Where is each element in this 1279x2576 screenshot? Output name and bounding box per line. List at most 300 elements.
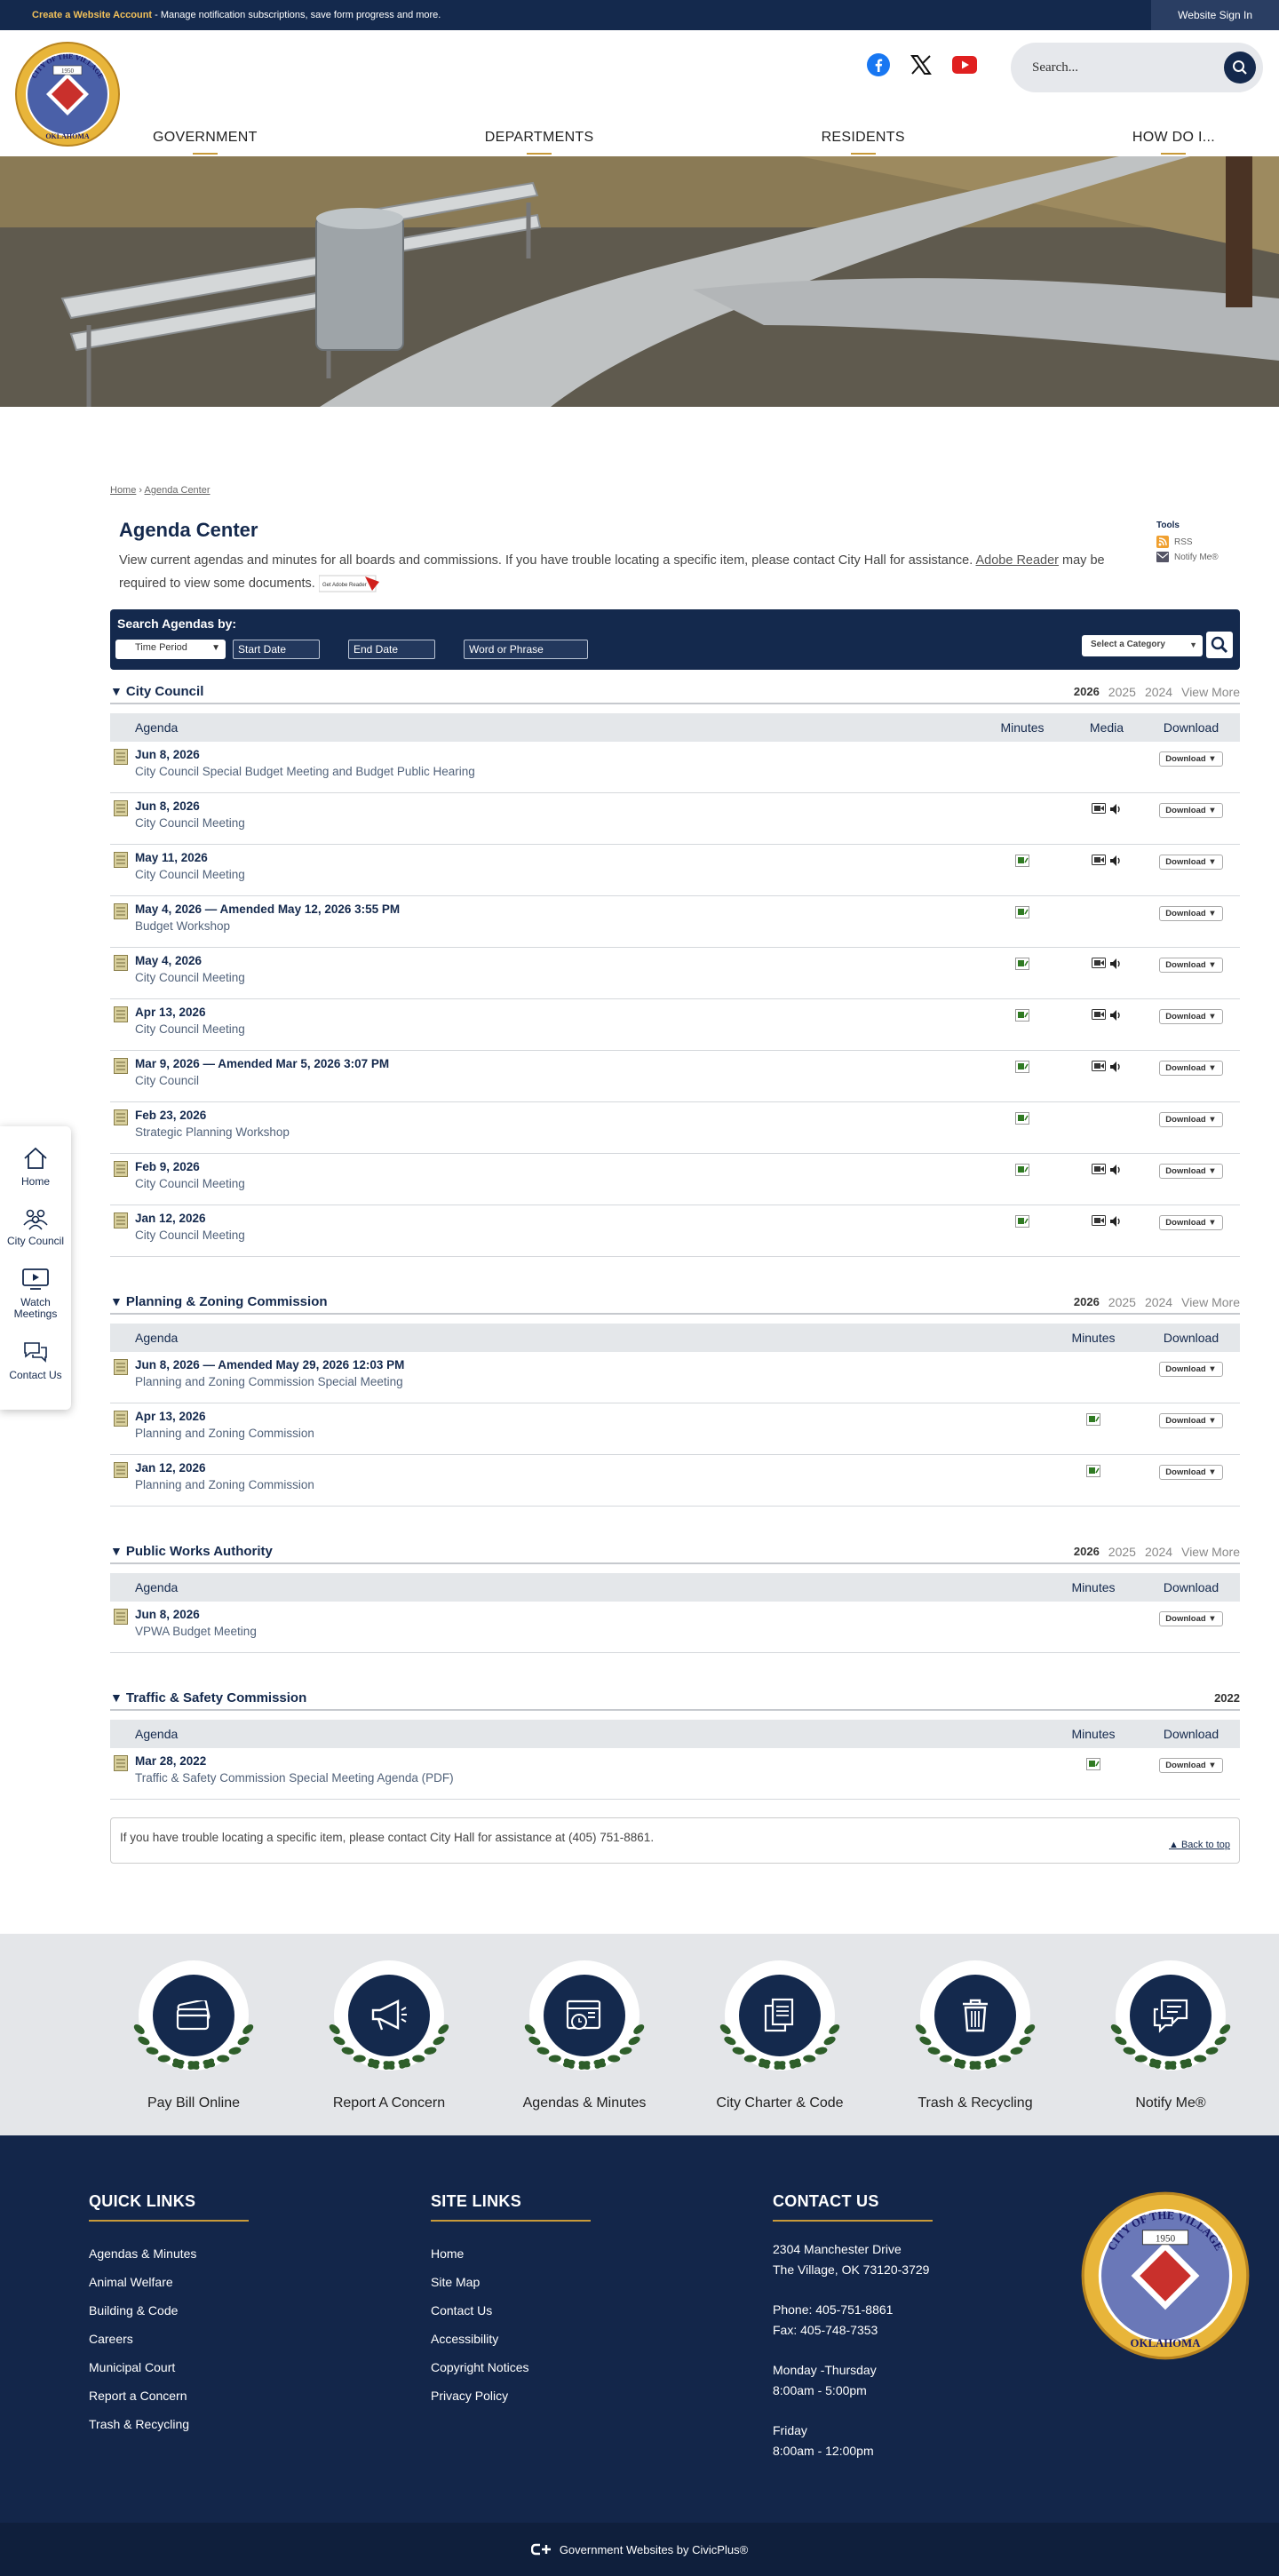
- media-cell: [1071, 896, 1142, 906]
- agenda-item: [110, 793, 973, 830]
- start-date-input[interactable]: Start Date: [233, 640, 320, 659]
- collapse-triangle-icon: ▼: [110, 1294, 123, 1308]
- minutes-document-icon[interactable]: [1015, 855, 1029, 867]
- agenda-date-link[interactable]: Jun 8, 2026: [135, 748, 200, 761]
- column-agenda: Agenda: [135, 1331, 179, 1345]
- year-filter-link[interactable]: 2025: [1108, 1294, 1136, 1309]
- agenda-item: [110, 896, 973, 933]
- section-toggle[interactable]: [110, 684, 203, 699]
- notify-me-link[interactable]: [1156, 552, 1240, 562]
- download-cell: [1142, 793, 1240, 818]
- breadcrumb-home[interactable]: Home: [110, 485, 137, 496]
- media-cell: [1071, 1154, 1142, 1176]
- minutes-document-icon[interactable]: [1015, 1215, 1029, 1228]
- video-icon[interactable]: [1092, 1061, 1106, 1071]
- year-filter-link[interactable]: 2025: [1108, 684, 1136, 699]
- agenda-document-icon: [114, 1109, 128, 1125]
- footer-link[interactable]: Animal Welfare: [89, 2275, 173, 2289]
- collapse-triangle-icon: ▼: [110, 1544, 123, 1558]
- agenda-document-icon: [114, 1462, 128, 1478]
- help-text: If you have trouble locating a specific item, please contact City Hall for assistance at (405) 751-8861.: [120, 1831, 655, 1844]
- agenda-date-link[interactable]: Jan 12, 2026: [135, 1212, 206, 1225]
- table-row: [110, 793, 1240, 845]
- footer-link[interactable]: Building & Code: [89, 2303, 179, 2318]
- section-year-links: [1074, 1295, 1240, 1309]
- agenda-date-link[interactable]: Jun 8, 2026 — Amended May 29, 2026 12:03 PM: [135, 1358, 405, 1371]
- quick-link-label: Report A Concern: [332, 2095, 446, 2111]
- download-button[interactable]: Download ▼: [1159, 958, 1222, 973]
- section-header: [110, 1544, 1240, 1564]
- seal-bottom-text: OKLAHOMA: [45, 132, 90, 140]
- minutes-cell: [1045, 1455, 1142, 1477]
- section-toggle[interactable]: [110, 1690, 306, 1705]
- download-button[interactable]: Download ▼: [1159, 1164, 1222, 1179]
- quick-link-label: Pay Bill Online: [147, 2095, 241, 2111]
- minutes-document-icon[interactable]: [1086, 1465, 1100, 1477]
- agenda-document-icon: [114, 1411, 128, 1427]
- section-toggle[interactable]: [110, 1294, 328, 1309]
- video-icon[interactable]: [1092, 803, 1106, 814]
- agenda-section: [110, 1294, 1240, 1507]
- download-button[interactable]: Download ▼: [1159, 1413, 1222, 1428]
- table-row: [110, 999, 1240, 1051]
- side-contact-us-label: Contact Us: [9, 1369, 62, 1381]
- agenda-description: Budget Workshop: [135, 919, 231, 933]
- rss-label: RSS: [1174, 537, 1193, 547]
- quick-links-band: [0, 1934, 1279, 2135]
- download-button[interactable]: Download ▼: [1159, 1362, 1222, 1377]
- agenda-date-link[interactable]: Jun 8, 2026: [135, 1608, 200, 1621]
- quick-link-item[interactable]: [700, 1960, 860, 2111]
- media-cell: [1071, 1102, 1142, 1112]
- agenda-date-link[interactable]: May 4, 2026 — Amended May 12, 2026 3:55 PM: [135, 902, 401, 916]
- minutes-cell: [973, 742, 1071, 751]
- minutes-cell: [1045, 1352, 1142, 1362]
- audio-speaker-icon[interactable]: [1109, 1009, 1122, 1022]
- intro-text-part2: may be required to view some documents.: [119, 553, 1105, 591]
- year-filter-link[interactable]: 2024: [1144, 1294, 1173, 1309]
- quick-link-badge: [529, 1960, 640, 2071]
- year-filter-link[interactable]: 2026: [1073, 1294, 1100, 1308]
- adobe-reader-link[interactable]: Adobe Reader: [975, 553, 1059, 568]
- download-cell: [1142, 1455, 1240, 1480]
- quick-link-badge: [1116, 1960, 1226, 2071]
- agenda-item: [110, 742, 973, 778]
- notify-me-label: Notify Me®: [1174, 552, 1219, 562]
- agenda-item: [110, 948, 973, 984]
- minutes-cell: [973, 793, 1071, 803]
- agenda-description: Strategic Planning Workshop: [135, 1125, 290, 1139]
- download-button[interactable]: Download ▼: [1159, 1061, 1222, 1076]
- media-cell: [1071, 742, 1142, 751]
- hours-friday-time: 8:00am - 12:00pm: [773, 2444, 874, 2458]
- audio-speaker-icon[interactable]: [1109, 803, 1122, 815]
- minutes-document-icon[interactable]: [1015, 1164, 1029, 1176]
- agenda-item: [110, 1602, 1045, 1638]
- seal-year: 1950: [61, 68, 74, 75]
- facebook-icon[interactable]: [867, 53, 890, 81]
- year-filter-link[interactable]: 2025: [1108, 1544, 1136, 1559]
- agenda-date-link[interactable]: Apr 13, 2026: [135, 1410, 206, 1423]
- audio-speaker-icon[interactable]: [1109, 855, 1122, 867]
- quick-link-item[interactable]: [895, 1960, 1055, 2111]
- create-account-link[interactable]: Create a Website Account: [32, 10, 153, 20]
- civicplus-logo-icon[interactable]: [531, 2543, 552, 2556]
- download-button[interactable]: Download ▼: [1159, 1758, 1222, 1773]
- year-filter-link[interactable]: 2022: [1214, 1691, 1240, 1705]
- nav-how-do-i[interactable]: HOW DO I...: [1122, 130, 1226, 146]
- agenda-item: [110, 1403, 1045, 1440]
- download-cell: [1142, 1748, 1240, 1773]
- column-download: Download: [1163, 1331, 1219, 1345]
- hours-weekday-time: 8:00am - 5:00pm: [773, 2383, 867, 2397]
- account-message-text: - Manage notification subscriptions, save form progress and more.: [152, 10, 441, 20]
- section-title: Public Works Authority: [125, 1544, 273, 1559]
- download-cell: [1142, 1205, 1240, 1230]
- audio-speaker-icon[interactable]: [1109, 1061, 1122, 1073]
- time-period-select[interactable]: Time Period ▼: [115, 640, 226, 659]
- footer-link[interactable]: Accessibility: [431, 2332, 499, 2346]
- chat-bubbles-icon: [21, 1340, 50, 1364]
- quick-link-label: Trash & Recycling: [918, 2095, 1033, 2111]
- minutes-cell: [973, 845, 1071, 867]
- social-links: [867, 53, 977, 81]
- word-phrase-input[interactable]: Word or Phrase: [464, 640, 588, 659]
- agenda-date-link[interactable]: Apr 13, 2026: [135, 1006, 206, 1019]
- table-row: [110, 1154, 1240, 1205]
- search-agendas-label: Search Agendas by:: [117, 616, 237, 631]
- media-cell: [1071, 999, 1142, 1022]
- column-minutes: Minutes: [1071, 1580, 1116, 1594]
- footer-seal-bottom-text: OKLAHOMA: [1130, 2337, 1201, 2349]
- video-icon[interactable]: [1092, 1215, 1106, 1226]
- agenda-icon-wrap: [114, 1058, 128, 1078]
- minutes-cell: [973, 1051, 1071, 1073]
- agenda-description: VPWA Budget Meeting: [135, 1625, 257, 1638]
- agenda-section: [110, 1690, 1240, 1800]
- minutes-cell: [973, 896, 1071, 918]
- breadcrumb-agenda-center[interactable]: Agenda Center: [144, 485, 211, 496]
- adobe-reader-badge[interactable]: [319, 575, 381, 592]
- collapse-triangle-icon: ▼: [110, 684, 123, 698]
- nav-residents[interactable]: RESIDENTS: [811, 130, 916, 146]
- agenda-document-icon: [114, 1058, 128, 1074]
- agenda-document-icon: [114, 903, 128, 919]
- table-row: [110, 948, 1240, 999]
- media-cell: [1071, 1051, 1142, 1073]
- footer-link[interactable]: Contact Us: [431, 2303, 493, 2318]
- column-download: Download: [1163, 1727, 1219, 1741]
- table-row: [110, 1748, 1240, 1800]
- video-icon[interactable]: [1092, 958, 1106, 968]
- quick-link-item[interactable]: [309, 1960, 469, 2111]
- intro-text-part1: View current agendas and minutes for all boards and commissions. If you have trouble locating a specific item, please contact City Hall for assistance.: [119, 553, 976, 568]
- video-screen-icon: [21, 1267, 50, 1292]
- nav-departments[interactable]: DEPARTMENTS: [474, 130, 605, 146]
- video-icon[interactable]: [1092, 1009, 1106, 1020]
- download-button[interactable]: Download ▼: [1159, 855, 1222, 870]
- sign-in-button[interactable]: Website Sign In: [1151, 0, 1279, 30]
- table-row: [110, 1455, 1240, 1507]
- audio-speaker-icon[interactable]: [1109, 1164, 1122, 1176]
- column-download: Download: [1163, 720, 1219, 735]
- agenda-description: City Council Meeting: [135, 816, 245, 830]
- minutes-cell: [1045, 1602, 1142, 1611]
- agenda-icon-wrap: [114, 1462, 128, 1483]
- table-row: [110, 1403, 1240, 1455]
- footer-site-links: [431, 2192, 591, 2410]
- agenda-icon-wrap: [114, 1359, 128, 1379]
- table-row: [110, 742, 1240, 793]
- breadcrumb-separator: ›: [136, 485, 145, 496]
- agenda-icon-wrap: [114, 800, 128, 821]
- video-icon[interactable]: [1092, 1164, 1106, 1174]
- agenda-description: Planning and Zoning Commission Special Meeting: [135, 1375, 403, 1388]
- footer-link[interactable]: Agendas & Minutes: [89, 2246, 197, 2261]
- section-year-links: [1074, 685, 1240, 699]
- end-date-input[interactable]: End Date: [348, 640, 435, 659]
- audio-speaker-icon[interactable]: [1109, 1215, 1122, 1228]
- agenda-description: City Council Meeting: [135, 971, 245, 984]
- table-header: [110, 1573, 1240, 1602]
- laurel-wreath-icon: [131, 2014, 256, 2094]
- search-button[interactable]: [1224, 52, 1256, 83]
- quick-link-item[interactable]: [504, 1960, 664, 2111]
- download-button[interactable]: Download ▼: [1159, 1611, 1222, 1626]
- download-button[interactable]: Download ▼: [1159, 1112, 1222, 1127]
- footer-link[interactable]: Privacy Policy: [431, 2389, 509, 2403]
- agenda-date-link[interactable]: May 11, 2026: [135, 851, 208, 864]
- media-cell: [1071, 793, 1142, 815]
- side-watch-meetings-label: Watch Meetings: [13, 1296, 58, 1320]
- minutes-cell: [973, 1154, 1071, 1176]
- minutes-document-icon[interactable]: [1015, 958, 1029, 970]
- table-row: [110, 845, 1240, 896]
- agenda-date-link[interactable]: Feb 23, 2026: [135, 1109, 207, 1122]
- youtube-icon[interactable]: [952, 56, 977, 78]
- column-minutes: Minutes: [1000, 720, 1045, 735]
- download-button[interactable]: Download ▼: [1159, 751, 1222, 767]
- video-icon[interactable]: [1092, 855, 1106, 865]
- agenda-item: [110, 1748, 1045, 1785]
- footer-seal-year: 1950: [1155, 2233, 1176, 2245]
- footer-link[interactable]: Report a Concern: [89, 2389, 187, 2403]
- tools-title: Tools: [1156, 521, 1180, 530]
- phone-number[interactable]: Phone: 405-751-8861: [773, 2302, 894, 2317]
- table-header: [110, 1324, 1240, 1352]
- agenda-icon-wrap: [114, 955, 128, 975]
- agenda-date-link[interactable]: Mar 28, 2022: [135, 1754, 207, 1768]
- table-header: [110, 1720, 1240, 1748]
- site-header: [0, 30, 1279, 156]
- footer-link[interactable]: Home: [431, 2246, 465, 2261]
- agenda-document-icon: [114, 800, 128, 816]
- minutes-document-icon[interactable]: [1015, 1112, 1029, 1125]
- top-bar: [0, 0, 1279, 30]
- audio-speaker-icon[interactable]: [1109, 958, 1122, 970]
- footer-link[interactable]: Municipal Court: [89, 2360, 176, 2374]
- agenda-date-link[interactable]: Jun 8, 2026: [135, 799, 200, 813]
- agenda-document-icon: [114, 1755, 128, 1771]
- side-city-council-label: City Council: [6, 1235, 65, 1247]
- column-media: Media: [1089, 720, 1124, 735]
- category-select[interactable]: Select a Category ▼: [1082, 635, 1203, 656]
- side-city-council[interactable]: [0, 1202, 71, 1261]
- agenda-item: [110, 1455, 1045, 1491]
- minutes-cell: [973, 999, 1071, 1022]
- table-row: [110, 1352, 1240, 1403]
- agenda-item: [110, 1205, 973, 1242]
- year-filter-link[interactable]: View More: [1181, 684, 1240, 699]
- table-row: [110, 1602, 1240, 1653]
- table-row: [110, 1205, 1240, 1257]
- column-download: Download: [1163, 1580, 1219, 1594]
- agenda-section: [110, 1544, 1240, 1653]
- search-input[interactable]: [1032, 60, 1224, 76]
- agenda-icon-wrap: [114, 1411, 128, 1431]
- address-line-2: The Village, OK 73120-3729: [773, 2262, 930, 2277]
- section-title: Traffic & Safety Commission: [125, 1690, 307, 1705]
- agenda-item: [110, 1154, 973, 1190]
- download-button[interactable]: Download ▼: [1159, 1465, 1222, 1480]
- agenda-icon-wrap: [114, 1109, 128, 1130]
- quick-link-badge: [334, 1960, 444, 2071]
- laurel-wreath-icon: [327, 2014, 451, 2094]
- intro-text: [119, 549, 1149, 595]
- agenda-item: [110, 1051, 973, 1087]
- agenda-document-icon: [114, 1212, 128, 1228]
- download-cell: [1142, 948, 1240, 973]
- year-filter-link[interactable]: View More: [1181, 1294, 1240, 1309]
- year-filter-link[interactable]: 2024: [1144, 1544, 1173, 1559]
- year-filter-link[interactable]: 2024: [1144, 684, 1173, 699]
- agenda-description: City Council Meeting: [135, 1228, 245, 1242]
- quick-link-item[interactable]: [1091, 1960, 1251, 2111]
- agenda-icon-wrap: [114, 852, 128, 872]
- agenda-description: City Council Meeting: [135, 868, 245, 881]
- section-year-links: [1074, 1545, 1240, 1559]
- agenda-description: City Council Special Budget Meeting and Budget Public Hearing: [135, 765, 475, 778]
- site-footer: [0, 2135, 1279, 2523]
- agenda-section: [110, 684, 1240, 1257]
- section-header: [110, 1690, 1240, 1711]
- agenda-date-link[interactable]: Jan 12, 2026: [135, 1461, 206, 1475]
- nav-government[interactable]: GOVERNMENT: [142, 130, 268, 146]
- agenda-description: Planning and Zoning Commission: [135, 1478, 314, 1491]
- agenda-sections: [110, 684, 1240, 1800]
- year-filter-link[interactable]: 2026: [1073, 684, 1100, 698]
- agenda-description: City Council Meeting: [135, 1022, 245, 1036]
- section-toggle[interactable]: [110, 1544, 273, 1559]
- rss-icon: [1156, 536, 1169, 548]
- quick-link-item[interactable]: [114, 1960, 274, 2111]
- home-icon: [22, 1146, 49, 1171]
- agenda-document-icon: [114, 749, 128, 765]
- back-to-top-link[interactable]: ▲ Back to top: [1169, 1840, 1230, 1850]
- table-row: [110, 1051, 1240, 1102]
- agenda-date-link[interactable]: Mar 9, 2026 — Amended Mar 5, 2026 3:07 PM: [135, 1057, 390, 1070]
- download-cell: [1142, 1154, 1240, 1179]
- main-navigation: [142, 130, 1226, 146]
- download-cell: [1142, 999, 1240, 1024]
- minutes-cell: [973, 1205, 1071, 1228]
- download-button[interactable]: Download ▼: [1159, 1215, 1222, 1230]
- download-cell: [1142, 1352, 1240, 1377]
- side-home[interactable]: [0, 1141, 71, 1202]
- year-filter-link[interactable]: 2026: [1073, 1544, 1100, 1558]
- minutes-document-icon[interactable]: [1086, 1758, 1100, 1770]
- agenda-icon-wrap: [114, 1161, 128, 1181]
- media-cell: [1071, 1205, 1142, 1228]
- seal-top-text: CITY OF THE VILLAGE: [29, 52, 106, 80]
- download-cell: [1142, 1602, 1240, 1626]
- agenda-date-link[interactable]: Feb 9, 2026: [135, 1160, 200, 1173]
- breadcrumb: [110, 485, 1240, 496]
- media-cell: [1071, 845, 1142, 867]
- minutes-cell: [1045, 1748, 1142, 1770]
- agenda-document-icon: [114, 1006, 128, 1022]
- agenda-date-link[interactable]: May 4, 2026: [135, 954, 203, 967]
- agenda-item: [110, 845, 973, 881]
- agenda-description: City Council: [135, 1074, 200, 1087]
- agenda-description: Traffic & Safety Commission Special Meeting Agenda (PDF): [135, 1771, 454, 1785]
- column-agenda: Agenda: [135, 720, 179, 735]
- download-button[interactable]: Download ▼: [1159, 1009, 1222, 1024]
- side-watch-meetings[interactable]: [0, 1261, 71, 1334]
- minutes-document-icon[interactable]: [1086, 1413, 1100, 1426]
- help-box: [110, 1817, 1240, 1864]
- agenda-document-icon: [114, 955, 128, 971]
- minutes-document-icon[interactable]: [1015, 1061, 1029, 1073]
- download-button[interactable]: Download ▼: [1159, 906, 1222, 921]
- download-button[interactable]: Download ▼: [1159, 803, 1222, 818]
- page-title: Agenda Center: [119, 519, 258, 541]
- footer-link[interactable]: Careers: [89, 2332, 133, 2346]
- agenda-search-button[interactable]: [1206, 632, 1233, 658]
- laurel-wreath-icon: [913, 2014, 1037, 2094]
- collapse-triangle-icon: ▼: [110, 1690, 123, 1705]
- agenda-icon-wrap: [114, 1609, 128, 1629]
- agenda-document-icon: [114, 1609, 128, 1625]
- credit-text[interactable]: Government Websites by CivicPlus®: [559, 2542, 749, 2556]
- footer-link[interactable]: Trash & Recycling: [89, 2417, 190, 2431]
- agenda-search-bar: [110, 609, 1240, 670]
- agenda-icon-wrap: [114, 1006, 128, 1027]
- year-filter-link[interactable]: View More: [1181, 1544, 1240, 1559]
- adobe-badge-text: Get Adobe Reader: [322, 583, 367, 589]
- quick-link-badge: [139, 1960, 249, 2071]
- agenda-center-content: [110, 485, 1240, 1864]
- footer-link[interactable]: Copyright Notices: [431, 2360, 529, 2374]
- section-title: City Council: [125, 684, 204, 699]
- footer-city-seal: [1080, 2190, 1251, 2361]
- agenda-item: [110, 1102, 973, 1139]
- fax-number: Fax: 405-748-7353: [773, 2323, 878, 2337]
- city-seal-logo[interactable]: [14, 41, 121, 147]
- minutes-document-icon[interactable]: [1015, 906, 1029, 918]
- footer-link[interactable]: Site Map: [431, 2275, 481, 2289]
- footer-credit-bar: [0, 2523, 1279, 2576]
- agenda-icon-wrap: [114, 1212, 128, 1233]
- rss-link[interactable]: [1156, 536, 1240, 548]
- x-twitter-icon[interactable]: [910, 53, 933, 81]
- footer-contact: [773, 2192, 933, 2481]
- minutes-cell: [973, 1102, 1071, 1125]
- minutes-document-icon[interactable]: [1015, 1009, 1029, 1022]
- side-contact-us[interactable]: [0, 1334, 71, 1395]
- agenda-description: Planning and Zoning Commission: [135, 1427, 314, 1440]
- search-icon: [1232, 60, 1248, 76]
